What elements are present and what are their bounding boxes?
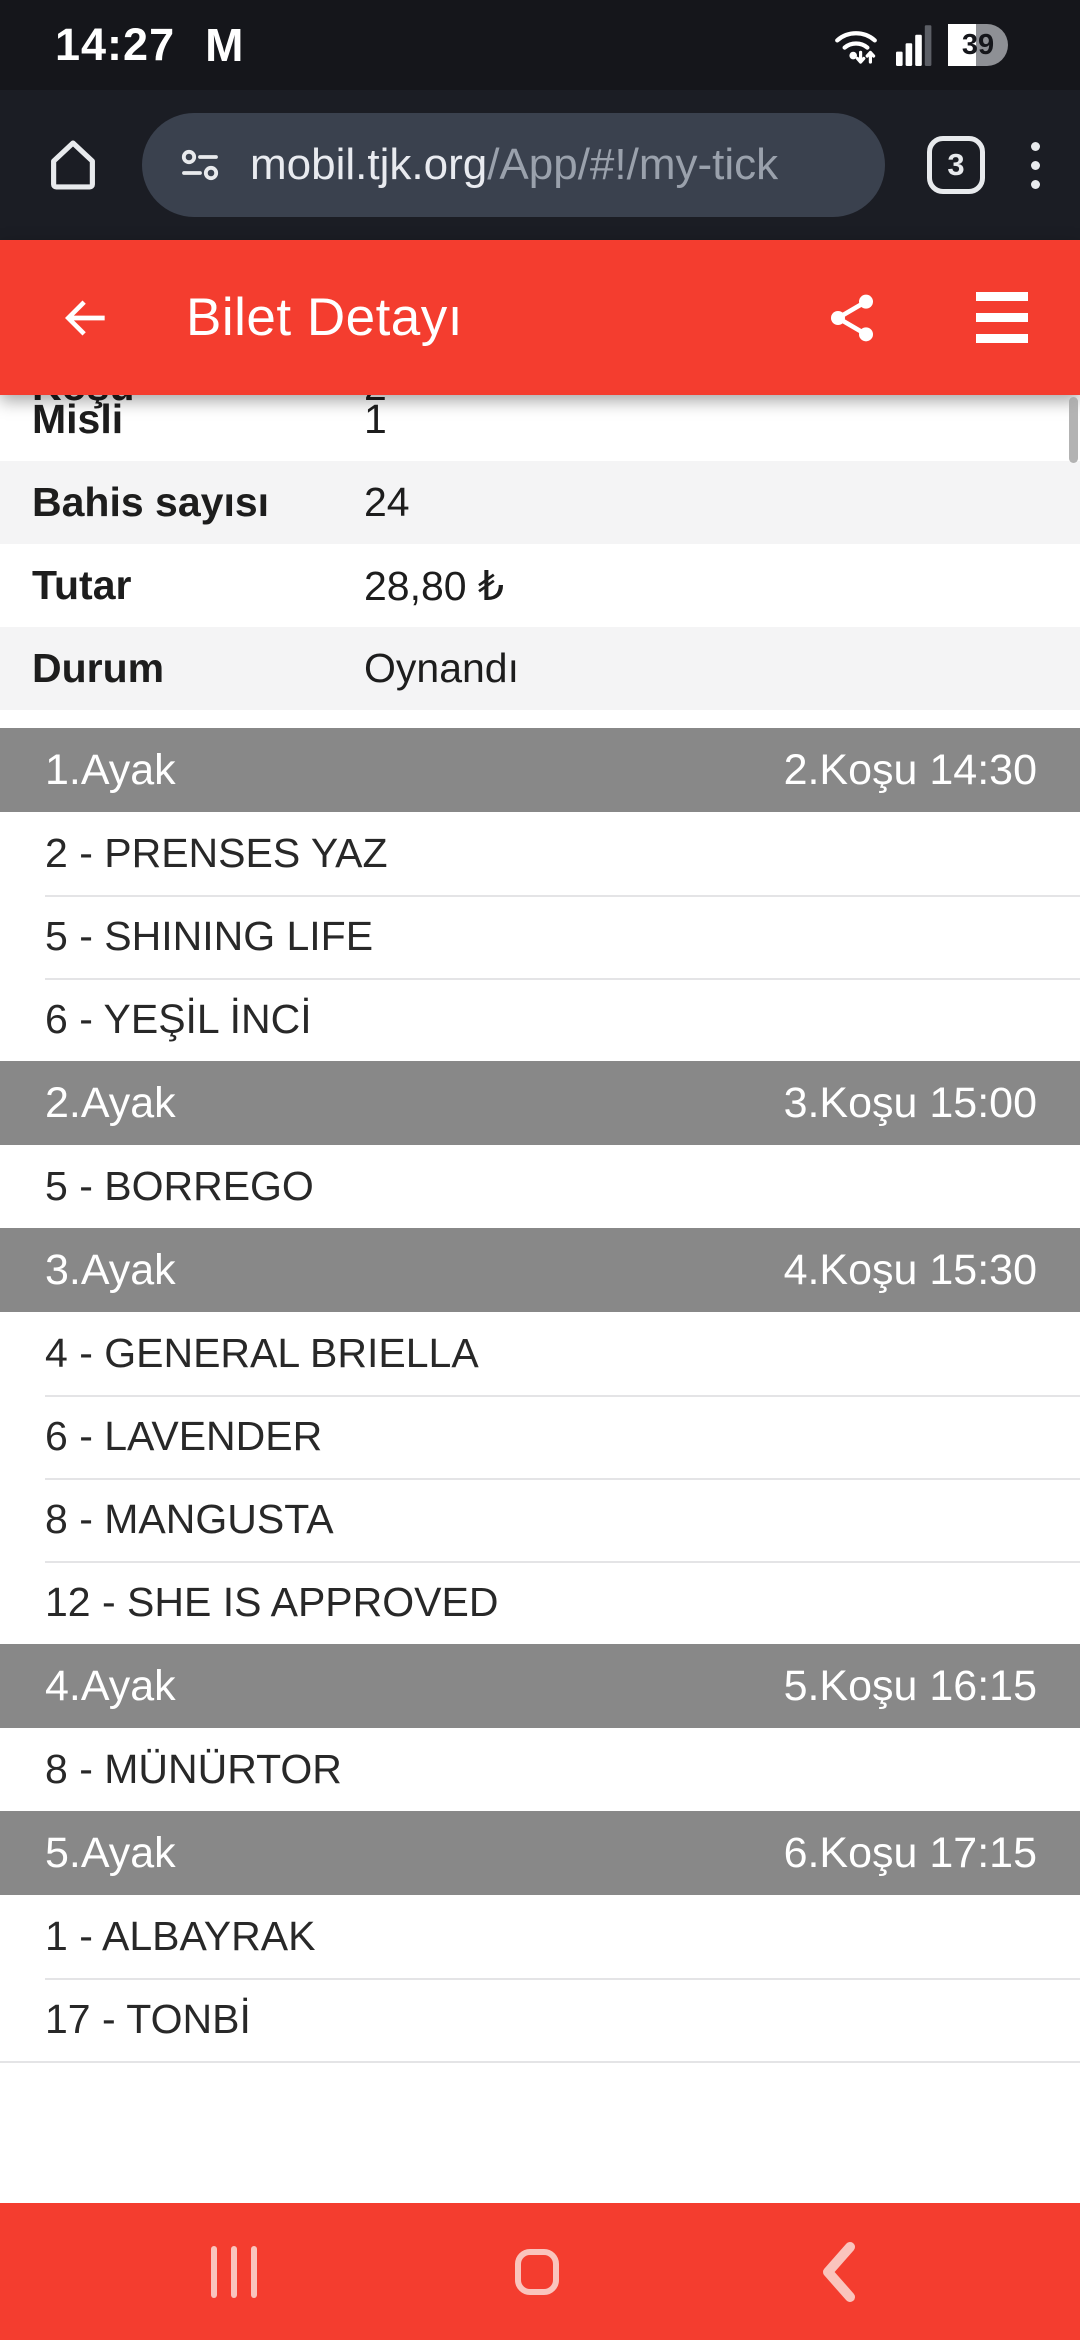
horse-row: 6 - LAVENDER: [0, 1395, 1080, 1478]
leg-header: [0, 1228, 1080, 1312]
recents-button[interactable]: [211, 2246, 257, 2298]
detail-label: Misli: [32, 396, 124, 442]
horse-row: 17 - TONBİ: [0, 1978, 1080, 2061]
ticket-details: [0, 345, 1080, 710]
detail-value: Oynandı: [364, 645, 519, 691]
browser-toolbar: [0, 90, 1080, 240]
leg-race: 5.Koşu 16:15: [783, 1661, 1037, 1710]
horse-row: 4 - GENERAL BRIELLA: [0, 1312, 1080, 1395]
battery-percent: 39: [961, 28, 995, 61]
leg-race: 2.Koşu 14:30: [783, 745, 1037, 794]
scrollbar-thumb[interactable]: [1069, 397, 1078, 463]
home-button[interactable]: [42, 134, 104, 196]
leg-race: 3.Koşu 15:00: [783, 1078, 1037, 1127]
url-bar[interactable]: [142, 113, 885, 217]
leg-header: [0, 1644, 1080, 1728]
leg-header: [0, 728, 1080, 812]
clock: 14:27: [55, 19, 176, 70]
nav-back-button[interactable]: [822, 2243, 856, 2301]
tab-count: 3: [947, 147, 965, 182]
battery-icon: [948, 24, 1008, 66]
page-controls-icon[interactable]: [176, 141, 224, 189]
leg-name: 1.Ayak: [45, 745, 176, 794]
app-bar: [0, 240, 1080, 395]
menu-button[interactable]: [972, 288, 1032, 347]
horse-row: 5 - SHINING LIFE: [0, 895, 1080, 978]
tab-switcher-button[interactable]: [927, 136, 985, 194]
gmail-notification-icon: M: [205, 19, 244, 71]
status-bar: [0, 0, 1080, 90]
leg-name: 3.Ayak: [45, 1245, 176, 1294]
url-domain: mobil.tjk.org: [250, 140, 488, 189]
leg-header: [0, 1061, 1080, 1145]
leg-header: [0, 1811, 1080, 1895]
browser-menu-button[interactable]: [1025, 136, 1046, 195]
detail-label: Durum: [32, 645, 165, 691]
status-icons: [832, 22, 1008, 68]
detail-value: 24: [364, 479, 410, 525]
share-button[interactable]: [824, 290, 880, 346]
horse-row: 5 - BORREGO: [0, 1145, 1080, 1228]
nav-home-button[interactable]: [515, 2249, 559, 2295]
section-gap: [0, 710, 1080, 728]
horse-row: 2 - PRENSES YAZ: [0, 812, 1080, 895]
horse-row: 1 - ALBAYRAK: [0, 1895, 1080, 1978]
horse-row: 8 - MÜNÜRTOR: [0, 1728, 1080, 1811]
wifi-icon: [832, 22, 880, 68]
horse-row: 6 - YEŞİL İNCİ: [0, 978, 1080, 1061]
detail-value: 1: [364, 396, 387, 442]
system-nav-bar: [0, 2203, 1080, 2340]
leg-race: 4.Koşu 15:30: [783, 1245, 1037, 1294]
leg-name: 2.Ayak: [45, 1078, 176, 1127]
url-text: [250, 140, 778, 190]
detail-value: 28,80 ₺: [364, 562, 505, 609]
divider: [0, 2061, 1080, 2063]
detail-label: Bahis sayısı: [32, 479, 270, 525]
signal-strength-icon: [896, 24, 932, 66]
url-path: /App/#!/my-tick: [487, 140, 779, 189]
leg-name: 4.Ayak: [45, 1661, 176, 1710]
legs: [0, 728, 1080, 2061]
leg-race: 6.Koşu 17:15: [783, 1828, 1037, 1877]
detail-row: [0, 544, 1080, 627]
detail-row: [0, 627, 1080, 710]
horse-row: 12 - SHE IS APPROVED: [0, 1561, 1080, 1644]
detail-label: Tutar: [32, 562, 132, 608]
horse-row: 8 - MANGUSTA: [0, 1478, 1080, 1561]
page-title: Bilet Detayı: [186, 288, 464, 347]
back-button[interactable]: [58, 290, 114, 346]
leg-name: 5.Ayak: [45, 1828, 176, 1877]
detail-row: [0, 461, 1080, 544]
